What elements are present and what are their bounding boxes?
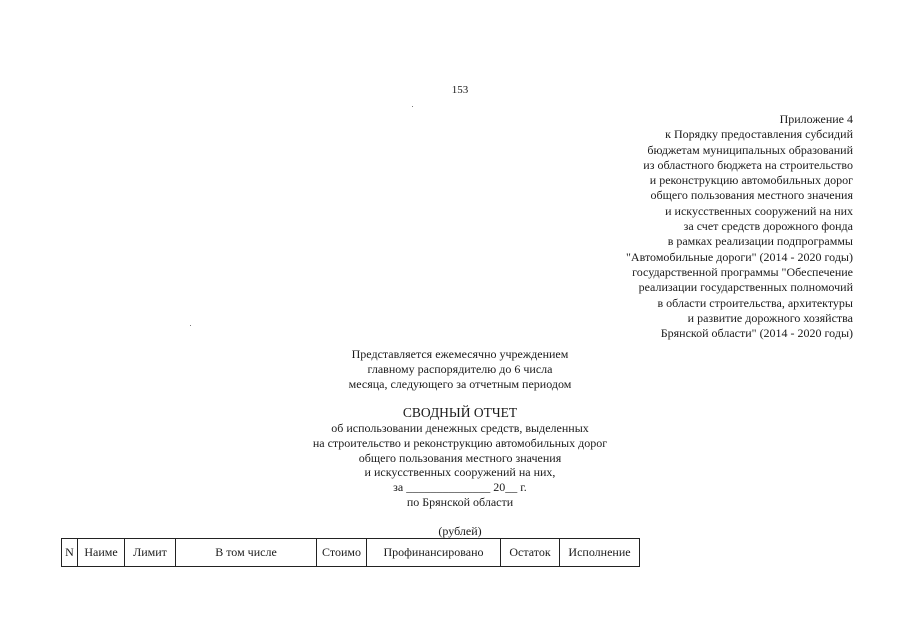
currency-units: (рублей) [438,524,482,538]
scan-speck [412,106,413,107]
appendix-line: и реконструкцию автомобильных дорог [649,173,853,188]
submission-note-line: месяца, следующего за отчетным периодом [348,377,572,391]
scan-speck [190,325,191,326]
appendix-line: из областного бюджета на строительство [643,157,853,172]
appendix-line: и искусственных сооружений на них [665,203,853,218]
table-header-cell: В том числе [176,539,317,567]
submission-note-line: главному распорядителю до 6 числа [367,362,553,376]
appendix-line: за счет средств дорожного фонда [683,219,853,234]
page-number: 153 [451,84,469,96]
appendix-line: государственной программы "Обеспечение [632,264,853,279]
report-subtitle-line: общего пользования местного значения [358,450,562,465]
report-region-line: по Брянской области [406,494,514,509]
appendix-heading [553,112,853,341]
appendix-line: к Порядку предоставления субсидий [665,127,853,142]
appendix-line: реализации государственных полномочий [638,280,853,295]
report-subtitle-line: на строительство и реконструкцию автомобильных дорог [312,435,608,450]
table-header-cell: N [62,539,78,567]
report-period-line: за ______________ 20__ г. [393,480,527,495]
table-header-cell: Наиме [78,539,125,567]
submission-note [310,347,610,392]
report-subtitle-line: об использовании денежных средств, выделенных [331,421,589,435]
report-title: СВОДНЫЙ ОТЧЕТ [402,405,518,420]
appendix-line: бюджетам муниципальных образований [647,142,853,157]
table-header-cell: Исполнение [560,539,640,567]
table-header-cell: Остаток [501,539,560,567]
report-table [61,538,640,567]
report-heading [260,404,660,510]
appendix-line: "Автомобильные дороги" (2014 - 2020 годы) [626,249,853,264]
appendix-line: и развитие дорожного хозяйства [687,310,853,325]
table-header-row [62,539,640,567]
appendix-line: общего пользования местного значения [650,188,853,203]
table-header-cell: Стоимо [317,539,367,567]
submission-note-line: Представляется ежемесячно учреждением [351,347,569,361]
table-header-cell: Профинансировано [367,539,501,567]
report-subtitle-line: и искусственных сооружений на них, [364,465,556,480]
appendix-line: в области строительства, архитектуры [657,295,853,310]
appendix-line: Приложение 4 [779,112,853,126]
table-header-cell: Лимит [125,539,176,567]
appendix-line: Брянской области" (2014 - 2020 годы) [660,326,853,341]
appendix-line: в рамках реализации подпрограммы [667,234,853,249]
